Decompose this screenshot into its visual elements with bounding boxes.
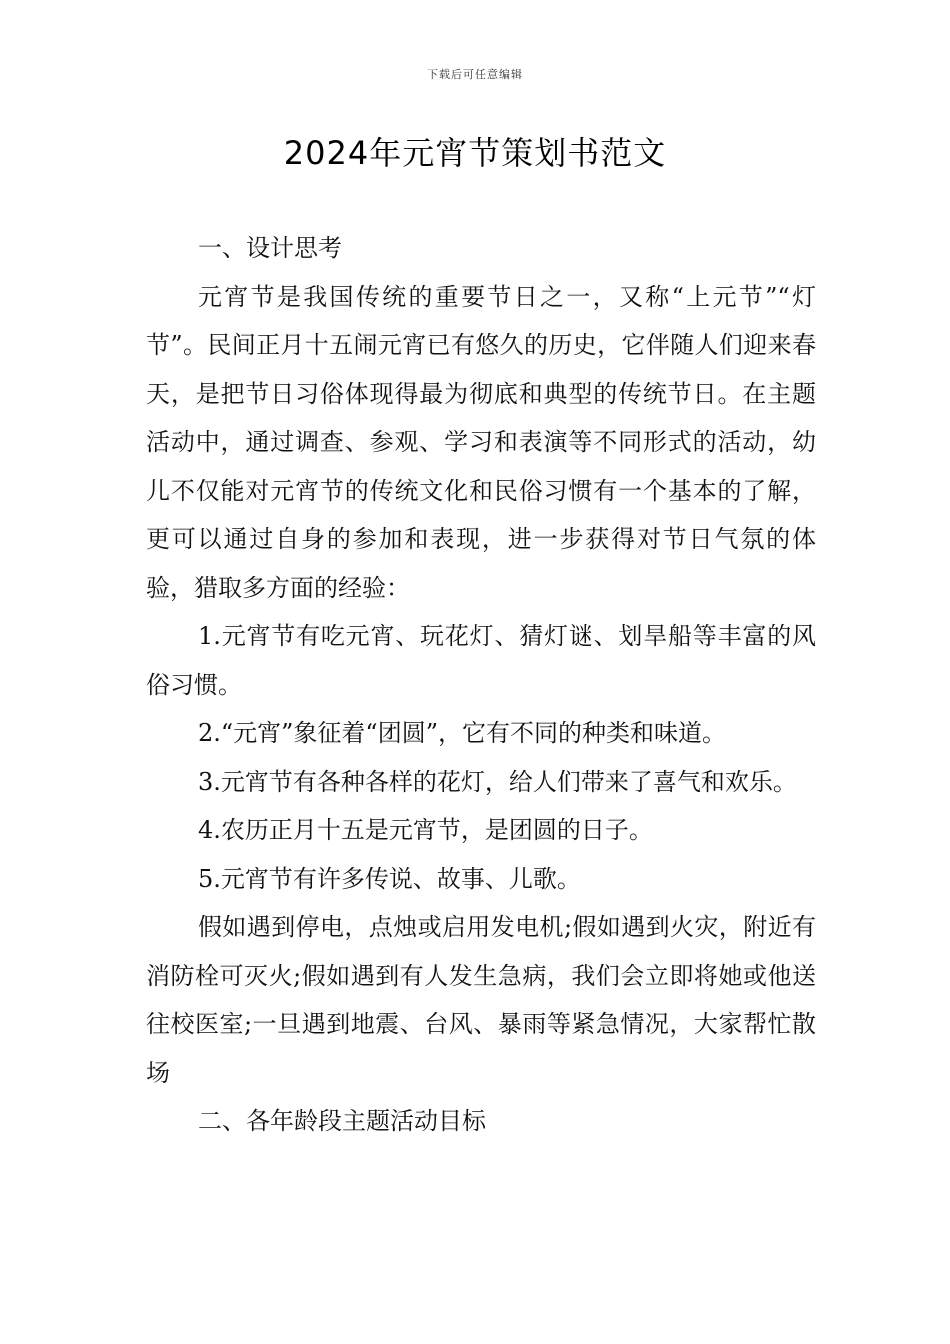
- list-item-1: 1.元宵节有吃元宵、玩花灯、猜灯谜、划旱船等丰富的风俗习惯。: [146, 622, 816, 699]
- list-item-2: 2.“元宵”象征着“团圆”，它有不同的种类和味道。: [198, 719, 726, 747]
- list-item-3: 3.元宵节有各种各样的花灯，给人们带来了喜气和欢乐。: [198, 767, 797, 796]
- list-item-5: 5.元宵节有许多传说、故事、儿歌。: [198, 864, 581, 893]
- paragraph-emergency: 假如遇到停电，点烛或启用发电机;假如遇到火灾，附近有消防栓可灭火;假如遇到有人发生急病，我们会立即将她或他送往校医室;一旦遇到地震、台风、暴雨等紧急情况，大家帮忙散场: [146, 913, 816, 1087]
- header-note: 下载后可任意编辑: [427, 68, 523, 81]
- paragraph-intro: 元宵节是我国传统的重要节日之一，又称“上元节”“灯节”。民间正月十五闹元宵已有悠久的历史，它伴随人们迎来春天，是把节日习俗体现得最为彻底和典型的传统节日。在主题活动中，通过调查、参观、学习和表演等不同形式的活动，幼儿不仅能对元宵节的传统文化和民俗习惯有一个基本的了解，更可以通过自身的参加和表现，进一步获得对节日气氛的体验，猎取多方面的经验：: [146, 282, 816, 602]
- section-heading-1: 一、设计思考: [198, 234, 342, 262]
- document-body: [146, 224, 816, 1146]
- page-title: 2024年元宵节策划书范文: [283, 134, 667, 172]
- section-heading-2: 二、各年龄段主题活动目标: [198, 1107, 486, 1135]
- list-item-4: 4.农历正月十五是元宵节，是团圆的日子。: [198, 816, 653, 844]
